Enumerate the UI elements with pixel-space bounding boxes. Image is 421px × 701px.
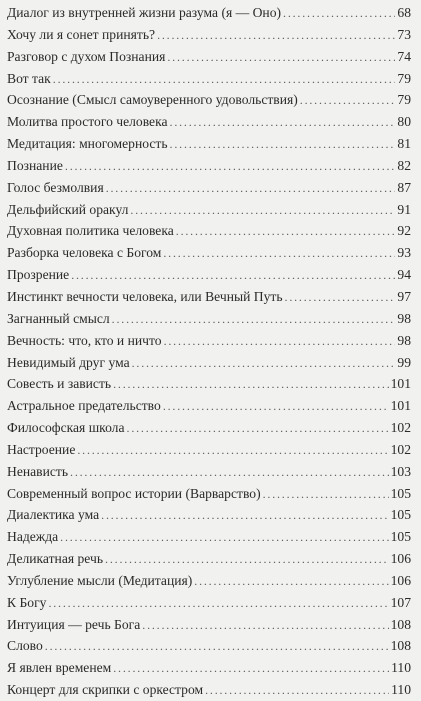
dot-leader <box>45 636 389 650</box>
toc-entry-title: Инстинкт вечности человека, или Вечный Путь <box>7 288 283 304</box>
toc-entry <box>7 373 411 395</box>
toc-entry-page-number: 108 <box>390 638 411 654</box>
toc-entry-page-number: 103 <box>390 463 411 479</box>
toc-entry-title: Углубление мысли (Медитация) <box>7 572 193 588</box>
toc-entry <box>7 330 411 352</box>
dot-leader <box>170 112 395 126</box>
toc-entry <box>7 417 411 439</box>
dot-leader <box>106 178 395 192</box>
toc-entry <box>7 24 411 46</box>
toc-entry-title: Совесть и зависть <box>7 376 112 392</box>
toc-entry-page-number: 107 <box>390 594 411 610</box>
toc-entry-title: Разговор с духом Познания <box>7 48 166 64</box>
dot-leader <box>71 265 395 279</box>
toc-entry-title: Хочу ли я сонет принять? <box>7 26 156 42</box>
toc-entry-title: Современный вопрос истории (Варварство) <box>7 485 261 501</box>
toc-entry-title: Философская школа <box>7 420 125 436</box>
toc-entry <box>7 657 411 679</box>
dot-leader <box>101 505 388 519</box>
dot-leader <box>53 69 395 83</box>
table-of-contents <box>7 2 411 701</box>
toc-entry-title: Духовная политика человека <box>7 223 174 239</box>
toc-entry-title: Надежда <box>7 529 59 545</box>
toc-entry-page-number: 101 <box>390 376 411 392</box>
toc-entry-title: Разборка человека с Богом <box>7 245 162 261</box>
dot-leader <box>127 418 389 432</box>
toc-entry <box>7 220 411 242</box>
toc-entry-title: Невидимый друг ума <box>7 354 130 370</box>
toc-entry-page-number: 91 <box>397 201 411 217</box>
toc-entry <box>7 439 411 461</box>
toc-entry <box>7 89 411 111</box>
toc-entry-title: Интуиция — речь Бога <box>7 616 141 632</box>
toc-entry-title: Дельфийский оракул <box>7 201 129 217</box>
dot-leader <box>60 527 388 541</box>
dot-leader <box>167 47 395 61</box>
toc-entry-title: Я явлен временем <box>7 660 112 676</box>
dot-leader <box>132 353 395 367</box>
toc-entry-title: Астральное предательство <box>7 398 161 414</box>
toc-entry-title: Концерт для скрипки с оркестром <box>7 682 204 698</box>
dot-leader <box>163 396 389 410</box>
toc-entry <box>7 264 411 286</box>
toc-entry <box>7 242 411 264</box>
toc-entry <box>7 352 411 374</box>
toc-entry-page-number: 106 <box>390 551 411 567</box>
toc-entry-title: Медитация: многомерность <box>7 136 168 152</box>
toc-entry-page-number: 92 <box>397 223 411 239</box>
toc-entry <box>7 177 411 199</box>
toc-entry-page-number: 68 <box>397 5 411 20</box>
dot-leader <box>285 287 395 301</box>
toc-entry <box>7 286 411 308</box>
dot-leader <box>300 90 395 104</box>
dot-leader <box>170 134 395 148</box>
toc-entry <box>7 526 411 548</box>
dot-leader <box>205 680 389 694</box>
dot-leader <box>113 374 389 388</box>
toc-entry-title: Деликатная речь <box>7 551 104 567</box>
toc-entry-title: Загнанный смысл <box>7 310 110 326</box>
toc-entry-title: К Богу <box>7 594 47 610</box>
toc-entry-title: Вот так <box>7 70 51 86</box>
toc-entry-page-number: 106 <box>390 572 411 588</box>
toc-entry <box>7 46 411 68</box>
toc-entry-page-number: 93 <box>397 245 411 261</box>
toc-entry <box>7 395 411 417</box>
dot-leader <box>163 243 395 257</box>
toc-entry-page-number: 110 <box>391 682 411 698</box>
dot-leader <box>112 309 395 323</box>
dot-leader <box>142 615 388 629</box>
toc-entry <box>7 68 411 90</box>
toc-entry <box>7 614 411 636</box>
toc-entry-page-number: 87 <box>397 179 411 195</box>
dot-leader <box>77 440 388 454</box>
toc-entry <box>7 2 411 24</box>
toc-entry-page-number: 105 <box>390 507 411 523</box>
toc-entry-page-number: 81 <box>397 136 411 152</box>
dot-leader <box>48 593 388 607</box>
toc-entry <box>7 111 411 133</box>
toc-entry-title: Познание <box>7 157 63 173</box>
toc-entry-page-number: 79 <box>397 92 411 108</box>
toc-entry-page-number: 98 <box>397 310 411 326</box>
toc-entry-title: Ненависть <box>7 463 69 479</box>
toc-entry <box>7 504 411 526</box>
toc-entry-page-number: 102 <box>390 420 411 436</box>
toc-entry-title: Осознание (Смысл самоуверенного удовольствия) <box>7 92 298 108</box>
toc-entry-page-number: 110 <box>391 660 411 676</box>
toc-entry-page-number: 79 <box>397 70 411 86</box>
dot-leader <box>65 156 395 170</box>
toc-entry-page-number: 82 <box>397 157 411 173</box>
toc-entry-title: Диалог из внутренней жизни разума (я — Оно) <box>7 5 282 20</box>
toc-entry-title: Слово <box>7 638 43 654</box>
dot-leader <box>157 25 395 39</box>
dot-leader <box>105 549 389 563</box>
toc-entry <box>7 461 411 483</box>
dot-leader <box>113 658 389 672</box>
toc-entry <box>7 679 411 701</box>
toc-entry-page-number: 105 <box>390 485 411 501</box>
toc-entry-page-number: 74 <box>397 48 411 64</box>
toc-entry <box>7 133 411 155</box>
toc-entry-page-number: 97 <box>397 288 411 304</box>
toc-entry-page-number: 102 <box>390 441 411 457</box>
toc-entry-page-number: 98 <box>397 332 411 348</box>
toc-entry-page-number: 108 <box>390 616 411 632</box>
toc-entry <box>7 592 411 614</box>
dot-leader <box>176 221 395 235</box>
dot-leader <box>130 200 395 214</box>
toc-entry-page-number: 105 <box>390 529 411 545</box>
toc-entry-title: Голос безмолвия <box>7 179 104 195</box>
toc-entry-title: Настроение <box>7 441 76 457</box>
toc-entry-page-number: 80 <box>397 114 411 130</box>
dot-leader <box>263 484 389 498</box>
toc-entry-title: Диалектика ума <box>7 507 100 523</box>
dot-leader <box>283 3 395 17</box>
dot-leader <box>70 462 389 476</box>
toc-entry-title: Молитва простого человека <box>7 114 168 130</box>
dot-leader <box>164 331 395 345</box>
toc-entry <box>7 635 411 657</box>
toc-entry <box>7 199 411 221</box>
toc-entry-title: Прозрение <box>7 267 70 283</box>
toc-entry-page-number: 94 <box>397 267 411 283</box>
toc-entry-page-number: 99 <box>397 354 411 370</box>
dot-leader <box>194 571 388 585</box>
toc-entry-page-number: 73 <box>397 26 411 42</box>
toc-entry <box>7 155 411 177</box>
toc-entry-page-number: 101 <box>390 398 411 414</box>
toc-entry <box>7 570 411 592</box>
toc-entry-title: Вечность: что, кто и ничто <box>7 332 162 348</box>
toc-entry <box>7 483 411 505</box>
toc-entry <box>7 308 411 330</box>
toc-entry <box>7 548 411 570</box>
